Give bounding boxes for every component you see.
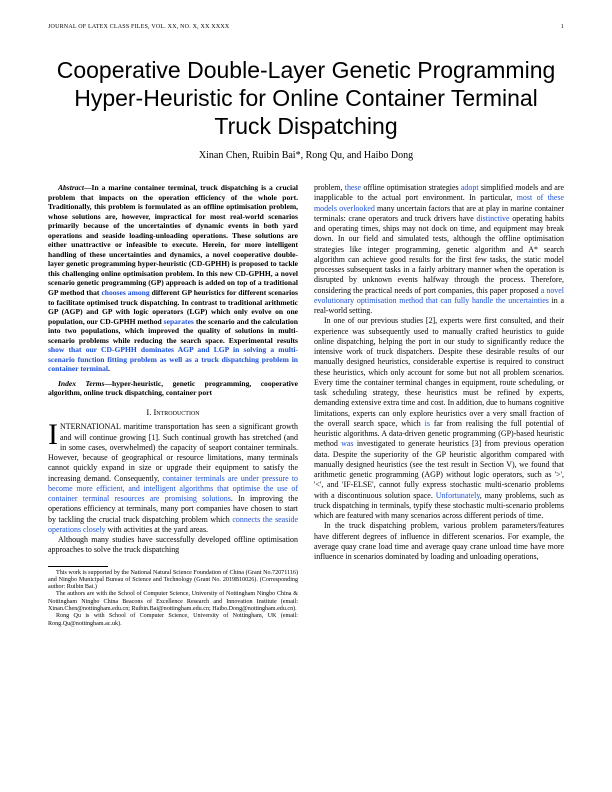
right-paragraph-2: [314, 316, 564, 521]
right-paragraph-1: [314, 183, 564, 316]
abstract-label: Abstract: [58, 183, 84, 192]
title-line-1: Cooperative Double-Layer Genetic Programming: [56, 57, 556, 83]
paper-title: [40, 56, 572, 140]
right-text: operating habits and operating times, ships may not dock on time, and equipment may break down. In our field and simulated tests, although the offline optimisation strategies like integer programming, genetic algorithm and A* search algorithm can achieve good results for the first few tasks, the static model processes subsequent tasks in a fairly arbitrary manner when the operation is disrupted by unknown events halfway through the process. Therefore, considering the practical needs of port companies, this paper proposed: [314, 213, 564, 295]
abstract-text-1: —In a marine container terminal, truck dispatching is a crucial problem that impacts on the operation efficiency of the whole port. Traditionally, this problem is formulated as an offline optimisation problem, whose solutions are, however, impractical for most real-world scenarios primarily because of the uncertainties of dynamic events in both yard operations and seaside loading-unloading operations. These solutions are either unattractive or infeasible to execute. Herein, for more intelligent handling of these uncertainties and dynamics, a novel cooperative double-layer genetic programming hyper-heuristic (CD-GPHH) is proposed to tackle this challenging online optimisation problem. In this new CD-GPHH, a novel scenario genetic programming (GP) approach is added on top of a traditional GP method that: [48, 183, 298, 298]
abstract-highlight-1: chooses among: [101, 288, 150, 298]
abstract-text-3: the scenario and the calculation into two populations, which improved the quality of solutions in multi-scenario problems while reducing the search space. Experimental results: [48, 316, 298, 345]
index-terms-label: Index Terms: [58, 378, 105, 388]
right-text: , many problems, such as truck dispatching in terminals, typify these stochastic multi-scenario problems which are featured with many scenarios across different periods of time.: [314, 490, 564, 520]
intro-text-2: . In improving the operations efficiency at terminals, many port companies have chosen to start by tackling the crucial truck dispatching problem which: [48, 494, 298, 524]
drop-cap: I: [48, 418, 58, 452]
right-highlight: adopt: [460, 183, 479, 192]
intro-paragraph-2: Although many studies have successfully developed offline optimisation approaches to solve the truck dispatching: [48, 535, 298, 555]
footnote-coauthor: Rong Qu is with School of Computer Science, University of Nottingham, UK (email: Rong.Qu@nottingham.ac.uk).: [48, 613, 298, 627]
running-header: [48, 24, 564, 30]
footnote-rule: [48, 566, 108, 567]
journal-running-title: JOURNAL OF LATEX CLASS FILES, VOL. XX, NO. X, XX XXXX: [48, 24, 230, 30]
author-list: Xinan Chen, Ruibin Bai*, Rong Qu, and Haibo Dong: [198, 150, 414, 161]
title-line-3: Truck Dispatching: [214, 113, 398, 139]
intro-highlight-2: connects the seaside operations closely: [48, 514, 298, 534]
footnote-affiliation: The authors are with the School of Computer Science, University of Nottingham Ningbo China & Nottingham Ningbo China Beacons of Excellence Research and Innovation Institute (email: Xinan.Chen@nottingham.edu.cn; Ruibin.Bai@nottingham.edu.cn; Haibo.Dong@nottingham.edu.cn).: [48, 591, 298, 613]
right-text: In one of our previous studies [2], experts were first consulted, and their experience was subsequently used to manually crafted heuristics to guide online dispatching, helping the port in our study to significantly reduce the intensive work of truck dispatchers. Despite these desirable results of our manually designed heuristics, considerable expertise is required to construct these heuristics, which only account for some but not all problem scenarios. Every time the container terminal changes in equipment, route scheduling, or task scheduling strategy, these heuristics must be refined by experts, demanding extensive extra time and cost. In addition, due to humans cognitive limitations, experts can only explore heuristics over a very small fraction of the overall search space, which: [314, 316, 564, 428]
right-highlight: was: [341, 439, 354, 449]
intro-text-1: NTERNATIONAL maritime transportation has seen a significant growth and will continue growing [1]. Such continual growth has stretched (and in some cases, overwhelmed) the capacity of seaport container terminals. However, because of geographical or resource limitations, many terminals cannot quickly expand in size or upgrade their equipment to satisfy the increasing demand. Consequently,: [48, 422, 298, 483]
right-text: problem,: [314, 183, 345, 192]
right-paragraph-3: In the truck dispatching problem, various problem parameters/features have different degrees of influence in different scenarios. For example, the average quay crane load time and average quay crane unload time have more influence in scenarios dominated by loading and unloading operations,: [314, 521, 564, 561]
right-text: investigated to generate heuristics [3] from previous operation data. Despite the superiority of the GP heuristic algorithm compared with manually designed heuristics (see the test result in Section V), we found that arithmetic genetic programming (AGP) without logic operators, such as '>', '<', and 'IF-ELSE', cannot fully express stochastic multi-scenario problems with a discontinuous solution space.: [314, 439, 565, 500]
abstract: [48, 183, 298, 374]
right-highlight: Unfortunately: [435, 490, 480, 500]
index-terms-text: —hyper-heuristic, genetic programming, cooperative algorithm, online truck dispatching, container port: [48, 378, 298, 398]
right-text: in a real-world setting.: [314, 295, 564, 315]
left-column: [48, 183, 298, 628]
index-terms: [48, 379, 298, 398]
right-text: many uncertain factors that are at play in marine container terminals: crane operators and truck drivers have: [314, 203, 564, 223]
abstract-highlight-2: separates: [163, 316, 194, 326]
right-highlight: these: [344, 183, 362, 192]
intro-paragraph-1: [48, 418, 298, 535]
abstract-text-2: different GP heuristics for different scenarios to facilitate optimised truck dispatching. In contrast to traditional arithmetic GP (AGP) and GP with logic operators (LGP) which only evolve on one population, our CD-GPHH method: [48, 288, 298, 326]
right-highlight: most of these models overlooked: [314, 193, 564, 213]
title-line-2: Hyper-Heuristic for Online Container Terminal: [74, 85, 538, 111]
right-highlight: a novel evolutionary optimisation method that can fully handle the uncertainties: [314, 285, 564, 305]
right-text: far from realising the full potential of heuristic algorithms. A data-driven genetic programming (GP)-based heuristic method: [314, 418, 564, 449]
intro-text-3: with activities at the yard areas.: [105, 524, 209, 534]
right-highlight: is: [424, 418, 430, 428]
abstract-highlight-3: show that our CD-GPHH dominates AGP and LGP in solving a multi-scenario function fitting problem as well as a truck dispatching problem in container terminal: [48, 345, 298, 374]
intro-highlight-1: container terminals are under pressure to become more efficient, and intelligent algorithms that optimise the use of container terminal resources are promising solutions: [48, 473, 298, 504]
page-number: 1: [560, 24, 564, 30]
abstract-text-4: .: [108, 364, 110, 374]
right-text: simplified models and are inapplicable to the actual port environment. In particular,: [314, 183, 564, 203]
section-heading-introduction: I. Introduction: [146, 407, 200, 418]
footnote-funding: This work is supported by the National Natural Science Foundation of China (Grant No.72071116) and Ningbo Municipal Bureau of Science and Technology (Grant No. 2019B10026). (Corresponding author: Ruibin Bai.): [48, 569, 298, 591]
right-column: [314, 183, 564, 562]
right-text: offline optimisation strategies: [361, 183, 461, 192]
right-highlight: distinctive: [476, 213, 510, 223]
